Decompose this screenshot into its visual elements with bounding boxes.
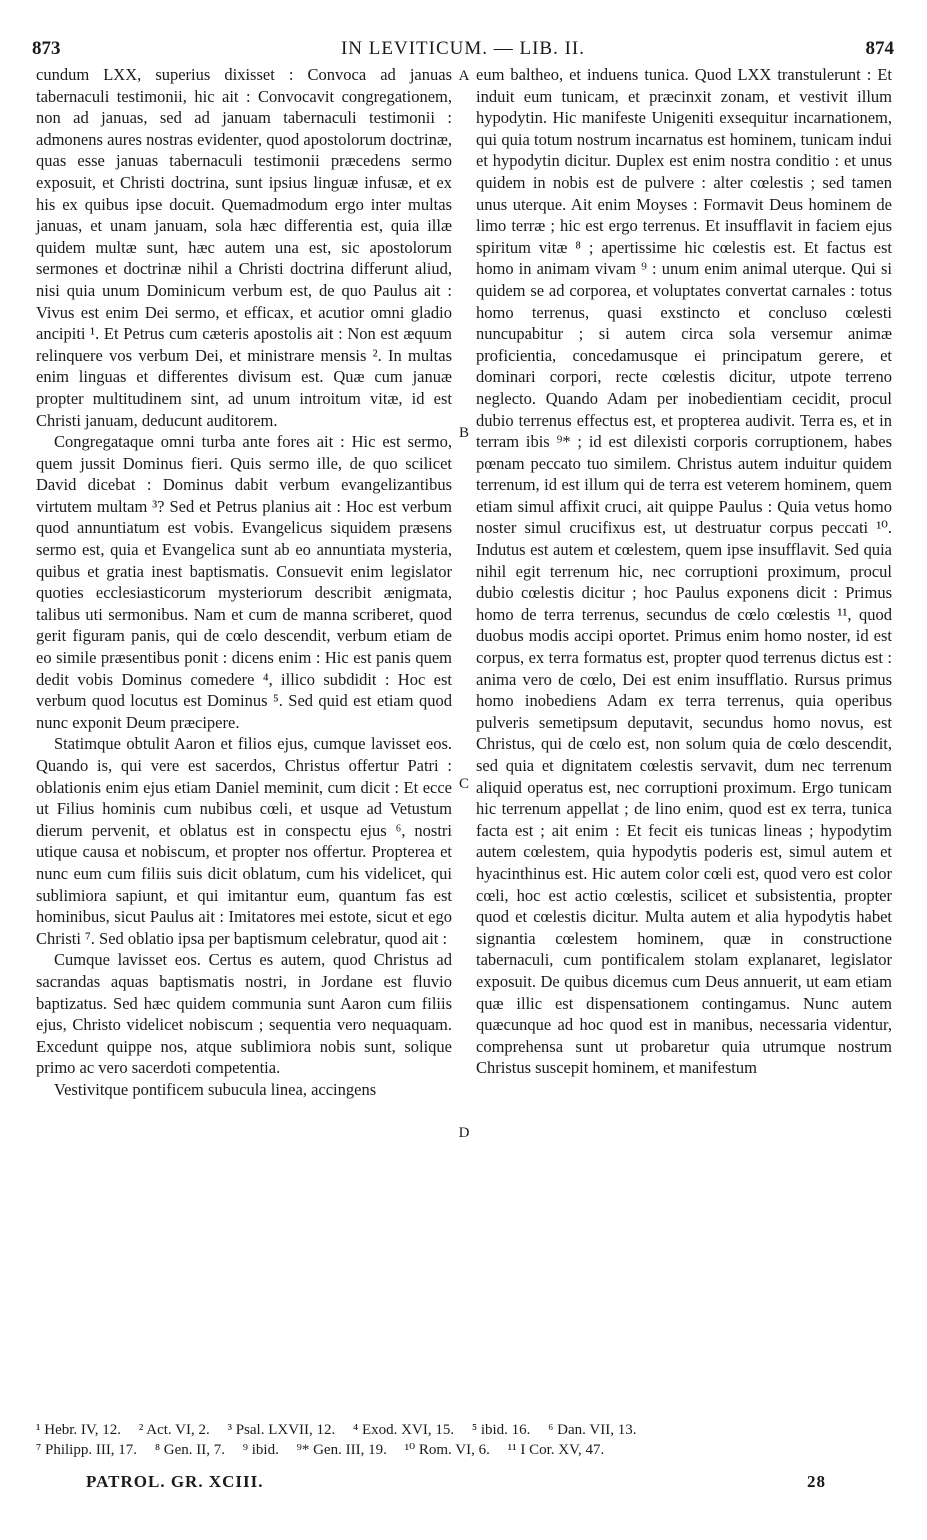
margin-marker-a: A (458, 68, 470, 84)
right-paragraph-1: eum baltheo, et induens tunica. Quod LXX transtulerunt : Et induit eum tunicam, et præcinxit zonam, et vestivit illum hypodytin. Hic manifeste Unigeniti exsequitur incarnationem, qui quia totum nostrum incarnatus est hominem, tunicam indui et hypodytin dicitur. Duplex est enim nostra conditio : et unus quidem in nobis est de pulvere : alter cœlestis ; sed tamen unus uterque. Ait enim Moyses : Formavit Deus hominem de limo terræ ; hic est ergo terrenus. Et insufflavit in faciem ejus spiritum vitæ ⁸ ; apertissime hic cœlestis est. Et factus est homo in animam vivam ⁹ : unum enim animal uterque. Qui si quidem se ad corporea, et voluptates convertat carnales : totus homo terrenus, quasi exstincto et concluso cœlesti nuncupabitur ; si autem circa sola versemur animæ proficientia, concedamusque ei principatum gerere, et dominari corpori, recte cœlestis dicitur, utpote terreno neglecto. Quando Adam per inobedientiam cecidit, procul dubio terrenus effectus est, et propterea audivit. Terra es, et in terram ibis ⁹* ; id est dilexisti corporis corruptionem, habes pœnam peccato tuo similem. Christus autem induitur quidem terrenum, id est illum qui de terra est veterem hominem, quem etiam simul affixit cruci, ait quippe Paulus : Quia vetus homo noster simul crucifixus est, ut destruatur corpus peccati ¹⁰. Indutus est autem et cœlestem, quem ipse insufflavit. Sed quia nihil egit terrenum hic, nec corruptioni proximum, procul dubio cœlestis dicitur ; hoc Paulus exponens dicit : Primus homo de terra terrenus, secundus de cœlo cœlestis ¹¹, quod duobus modis accipi oportet. Primus enim homo noster, id est corpus, ex terra formatus est, propter quod terrenus dictus est : anima vero de cœlo, Dei est enim insufflatio. Rursus primus homo inobediens Adam ex terra terrenus, quia operibus pulveris semetipsum deputavit, secundus homo novus, est Christus, qui de cœlo est, non solum quia de cœlo descendit, sed quia et dignitatem cœlestis servavit, dum nec terrenum aliquid operatus est, nec corruptioni proximum. Ergo tunicam hic terrenum appellat ; de lino enim, quod est ex terra, tunica facta est ; ait enim : Et fecit eis tunicas lineas ; hypodytim autem cœlestem, quia hypodytis poderis est, simul autem et hyacinthinus est. Hic autem color cœli est, quod vero est color cœli, hoc est actio cœlestis, scilicet et subsistentia, propter quod et cœlestis dicitur. Multa autem et alia hypodytis habet signantia cœlestem hominem, quæ in constructione tabernaculi, cum pontificalem stolam explanaret, legislator exposuit. De quibus dicemus cum Deus annuerit, ut eam etiam quæ illic est dispensationem contingamus. Nunc autem quæcunque ad hoc quod est in manibus, necessaria videntur, comprehensa sunt ut probaretur quia utrumque nostrum Christus suscepit hominem, et manifestum (476, 65, 892, 1078)
left-paragraph-2: Congregataque omni turba ante fores ait : Hic est sermo, quem jussit Dominus fieri. Quis sermo ille, de quo scilicet David dicebat : Dominus dabit verbum evangelizantibus virtutem multam ³? Sed et Petrus planius ait : Hoc est verbum quod annuntiatum est vobis. Evangelicus siquidem præsens sermo est, quia et Evangelica sunt ab eo annuntiata mysteria, quibus et gratia inest baptismatis. Consuevit enim legislator quoties ecclesiasticorum mysteriorum describit ænigmata, talibus uti sermonibus. Nam et cum de manna scriberet, quod gerit figuram panis, qui de cœlo descendit, verbum etiam de eo simile præsentibus ponit : dicens enim : Hic est panis quem dedit vobis Dominus comedere ⁴, illico subdidit : Hoc est verbum quod locutus est Dominus ⁵. Sed quid est etiam quod nunc exponit Deum præcipere. (36, 432, 452, 732)
footnote: ⁸ Gen. II, 7. (154, 1442, 226, 1458)
margin-marker-c: C (458, 776, 469, 792)
right-column (476, 64, 892, 1079)
left-paragraph-5: Vestivitque pontificem subucula linea, accingens (54, 1079, 377, 1099)
left-column (36, 64, 452, 1101)
left-paragraph-1: cundum LXX, superius dixisset : Convoca ad januas tabernaculi testimonii, hic ait : Convocavit congregationem, non ad januas, sed ad januam tabernaculi testimonii : admonens aures nostras evidenter, quod apostolorum doctrinæ, quas esse januas tabernaculi testimonii præcedens sermo exposuit, et Christi doctrina, sunt ipsius linguæ infusæ, et ex his ex quibus ipse docuit. Quemadmodum ergo inter multas januas, et unam januam, sola hæc differentia est, quia illæ quidem multæ sunt, hæc autem una est, sic apostolorum sermones et doctrinæ nihil a Christi doctrina differunt aliud, nisi quia unum Dominicum verbum est, de quo Paulus ait : Vivus est enim Dei sermo, et efficax, et acutior omni gladio ancipiti ¹. Et Petrus cum cæteris apostolis ait : Non est æquum relinquere vos verbum Dei, et ministrare mensis ². In multas enim linguas et differentes divisum est. Quæ cum januæ propter multitudinem sint, ad unum introitum vitæ, id est Christi januam, deducunt auditorem. (36, 65, 452, 430)
left-paragraph-3: Statimque obtulit Aaron et filios ejus, cumque lavisset eos. Quando is, qui vere est sacerdos, Christus offertur Patri : oblationis enim ejus etiam Daniel meminit, cum dicit : Et ecce ut Filius hominis cum nubibus cœli, et usque ad Vetustum dierum pervenit, et oblatus est in conspectu ejus ⁶, nostri utique causa et nobiscum, et propter nos offertur. Propterea et nunc eum cum filiis suis dicit oblatum, cum his videlicet, qui sublimiora sapiunt, et qui imitantur eum, quantum fas est hominibus, sicut Paulus ait : Imitatores mei estote, sicut et ego Christi ⁷. Sed oblatio ipsa per baptismum celebratur, quod ait : (36, 734, 452, 948)
margin-marker-b: B (458, 425, 469, 441)
footnote: ⁹* Gen. III, 19. (296, 1442, 387, 1458)
footnotes (36, 1420, 896, 1460)
source-label: PATROL. GR. XCIII. (86, 1472, 264, 1491)
page-number-right: 874 (865, 38, 894, 59)
margin-marker-d: D (458, 1125, 470, 1141)
footnote: ⁴ Exod. XVI, 15. (353, 1422, 455, 1438)
signature-mark: 28 (807, 1472, 826, 1491)
footnote: ⁹ ibid. (242, 1442, 279, 1458)
footnote: ¹ Hebr. IV, 12. (36, 1422, 122, 1438)
footnote: ¹⁰ Rom. VI, 6. (404, 1442, 490, 1458)
footnote: ¹¹ I Cor. XV, 47. (507, 1442, 605, 1458)
footnote: ² Act. VI, 2. (138, 1422, 210, 1438)
running-header (32, 38, 894, 62)
left-paragraph-4: Cumque lavisset eos. Certus es autem, quod Christus ad sacrandas aquas baptismatis nostri, in Jordane est fluvio baptizatus. Sed hæc quidem communia sunt Aaron cum filiis ejus, Christo videlicet nobiscum ; sequentia vero nequaquam. Excedunt quippe nos, atque sublimiora nobis sunt, solique primo ac vero sacerdoti competentia. (36, 950, 452, 1078)
running-title: IN LEVITICUM. — LIB. II. (340, 38, 586, 59)
footnote: ⁷ Philipp. III, 17. (36, 1442, 138, 1458)
page-footer (86, 1472, 826, 1492)
page-number-left: 873 (32, 38, 61, 59)
footnote: ⁵ ibid. 16. (471, 1422, 531, 1438)
footnote: ⁶ Dan. VII, 13. (548, 1422, 637, 1438)
footnote: ³ Psal. LXVII, 12. (227, 1422, 336, 1438)
